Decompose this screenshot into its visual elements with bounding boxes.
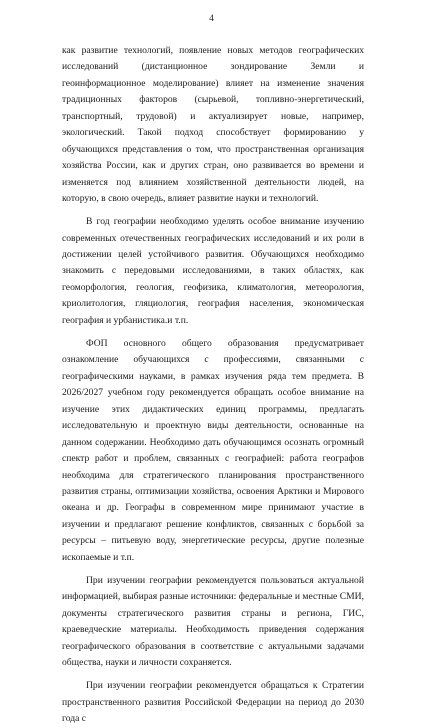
paragraph-strategy: При изучении географии рекомендуется обращаться к Стратегии пространственного развития Российской Федерации на период до 2030 года с [62, 680, 364, 725]
paragraph-professions: ФОП основного общего образования предусматривает ознакомление обучающихся с профессиями, связанными с географическими науками, в рамках изучения ряда тем предмета. В 2026/2027 учебном году рекомендуется обращать особое внимание на изучение этих дидактических единиц программы, предлагать исследовательную и проектную виды деятельности, основанные на данном содержании. Необходимо дать обучающимся осознать огромный спектр работ и проблем, связанных с географией: работа географов необходима для стратегического планирования пространственного развития страны, оптимизации хозяйства, освоения Арктики и Мирового океана и др. Географы в современном мире принимают участие в изучении и предлагают решение конфликтов, связанных с борьбой за ресурсы – питьевую воду, энергетические ресурсы, другие полезные ископаемые и т.п. [62, 337, 364, 563]
paragraph-geography-year: В год географии необходимо уделять особое внимание изучению современных отечественных географических исследований и их роли в достижении целей устойчивого развития. Обучающихся необходимо знакомить с передовыми исследованиями, в таких областях, как геоморфология, геология, геофизика, климатология, метеорология, криолитология, гляциология, география населения, экономическая география и урбанистика.и т.п. [62, 216, 364, 326]
page-number: 4 [209, 14, 214, 24]
paragraph-information-sources: При изучении географии рекомендуется пользоваться актуальной информацией, выбирая разные источники: федеральные и местные СМИ, документы стратегического развития страны и региона, ГИС, краеведческие материалы. Необходимость приведения содержания географического образования в соответствие с актуальными задачами общества, науки и личности сохраняется. [62, 574, 364, 669]
document-body [62, 43, 364, 728]
paragraph-continuation: как развитие технологий, появление новых методов географических исследований (дистанционное зондирование Земли и геоинформационное моделирование) влияет на изменение значения традиционных факторов (сырьевой, топливно-энергетический, транспортный, трудовой) и актуализирует новые, например, экологический. Такой подход способствует формированию у обучающихся представления о том, что пространственная организация хозяйства России, как и других стран, оно развивается во времени и изменяется под влиянием хозяйственной деятельности людей, на которую, в свою очередь, влияет развитие науки и технологий. [62, 45, 364, 205]
